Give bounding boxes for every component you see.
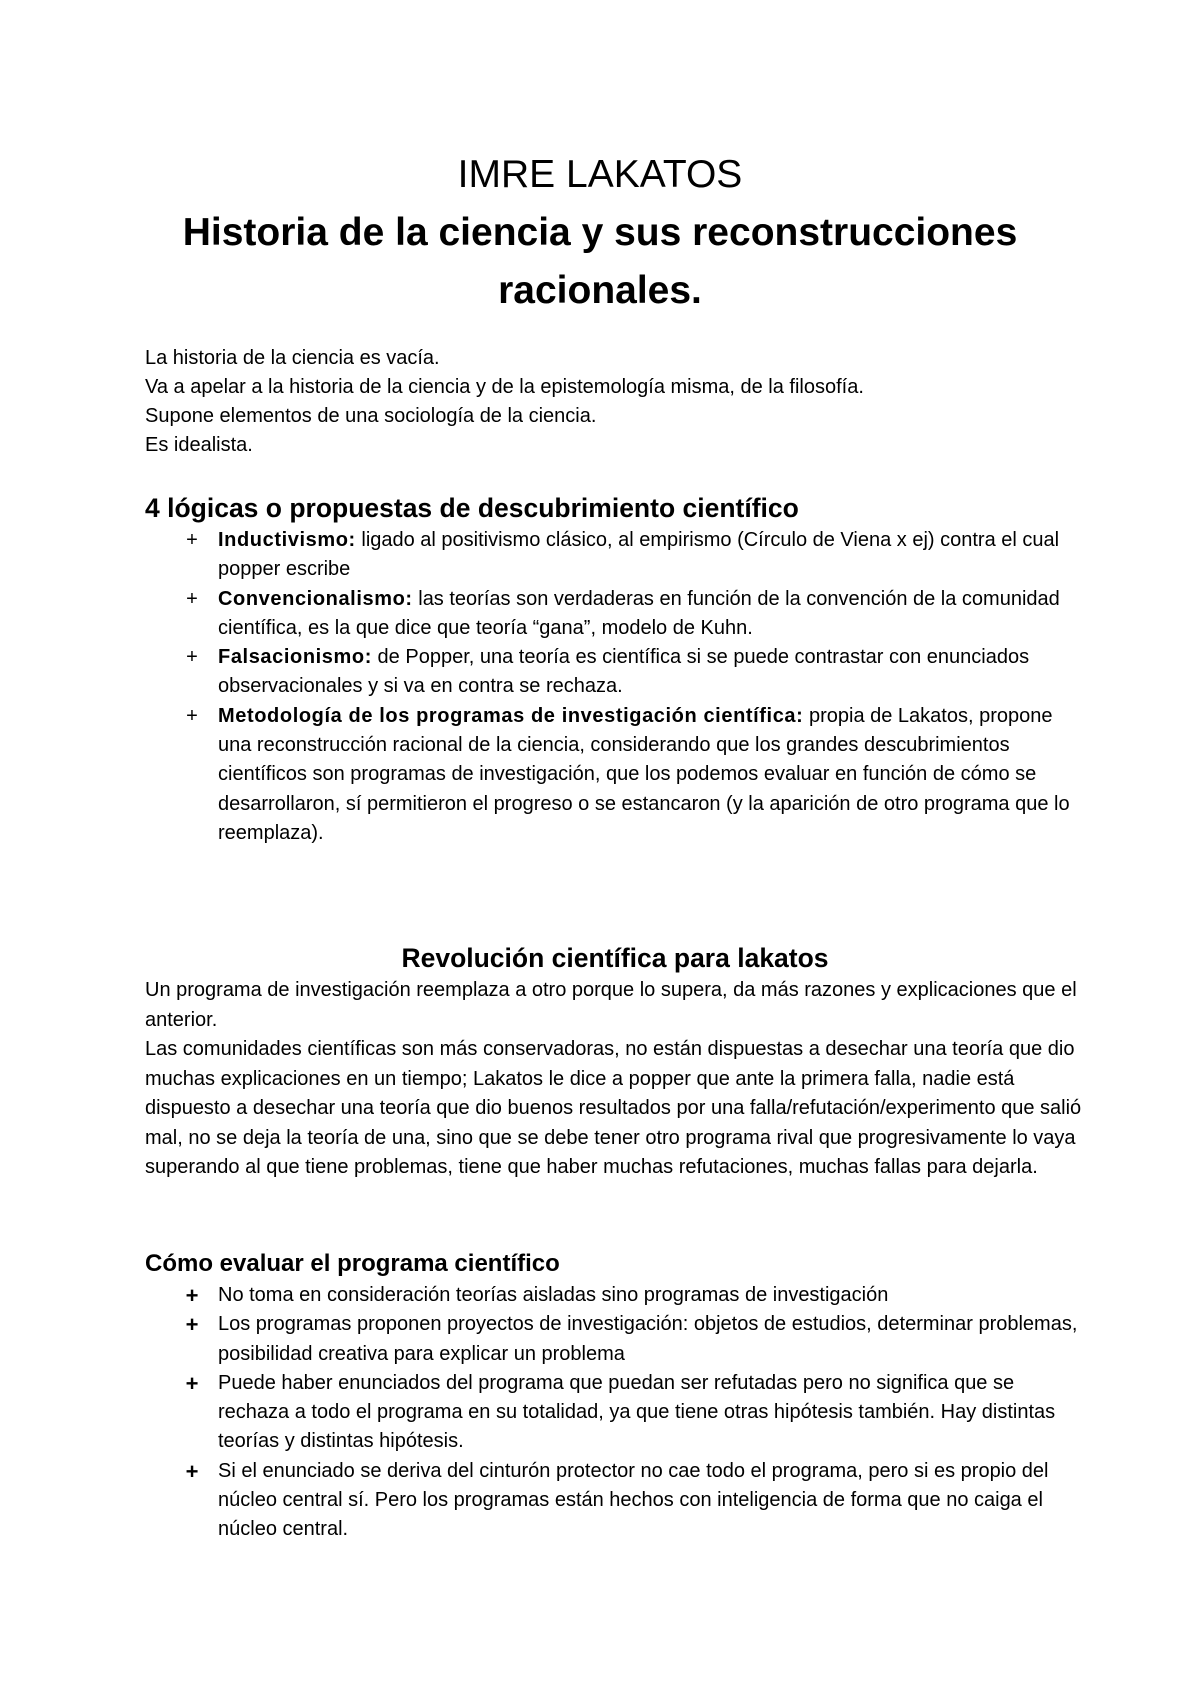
paragraph: Un programa de investigación reemplaza a otro porque lo supera, da más razones y explicaciones que el anterior. (145, 979, 1077, 1031)
item-term: Inductivismo: (218, 529, 356, 551)
item-text: propia de Lakatos, propone una reconstrucción racional de la ciencia, considerando que los grandes descubrimientos científicos son programas de investigación, que los podemos evaluar en función de cómo se desarrollaron, sí permitieron el progreso o se estancaron (y la aparición de otro programa que lo reemplaza). (218, 704, 1070, 844)
plus-bullet-icon: + (185, 1312, 199, 1338)
intro-line: Es idealista. (145, 434, 253, 456)
section-logicas (145, 490, 1085, 848)
title-author: IMRE LAKATOS (457, 153, 743, 196)
list-item (145, 1369, 1085, 1457)
list-item (145, 1457, 1085, 1545)
section-heading: Revolución científica para lakatos (401, 943, 829, 973)
list-item (145, 585, 1085, 644)
list-item (145, 526, 1085, 585)
plus-bullet-icon: + (185, 1370, 199, 1396)
section-heading: 4 lógicas o propuestas de descubrimiento científico (145, 493, 799, 523)
intro-line: Va a apelar a la historia de la ciencia y de la epistemología misma, de la filosofía. (145, 376, 864, 398)
item-text: Puede haber enunciados del programa que puedan ser refutadas pero no significa que se rechaza a todo el programa en su totalidad, ya que tiene otras hipótesis también. Hay distintas teorías y distintas hipótesis. (218, 1371, 1056, 1453)
item-text: Los programas proponen proyectos de investigación: objetos de estudios, determinar problemas, posibilidad creativa para explicar un problema (218, 1313, 1078, 1365)
intro-line: Supone elementos de una sociología de la ciencia. (145, 405, 597, 427)
list-item (145, 1281, 1085, 1310)
item-text: Si el enunciado se deriva del cinturón protector no cae todo el programa, pero si es propio del núcleo central sí. Pero los programas están hechos con inteligencia de forma que no caiga el núcleo central. (218, 1459, 1049, 1541)
intro-line: La historia de la ciencia es vacía. (145, 347, 440, 369)
item-text: ligado al positivismo clásico, al empirismo (Círculo de Viena x ej) contra el cual popper escribe (218, 529, 1060, 581)
plus-bullet-icon: + (186, 529, 198, 551)
item-term: Falsacionismo: (218, 646, 372, 669)
section-evaluar (145, 1247, 1085, 1545)
plus-bullet-icon: + (185, 1458, 199, 1484)
document-title (100, 146, 1100, 320)
list-item (145, 643, 1085, 702)
item-text: No toma en consideración teorías aisladas sino programas de investigación (218, 1284, 889, 1306)
item-text: las teorías son verdaderas en función de la convención de la comunidad científica, es la que dice que teoría “gana”, modelo de Kuhn. (218, 587, 1060, 639)
plus-bullet-icon: + (186, 646, 198, 669)
evaluar-list (145, 1281, 1085, 1545)
section-revolucion (145, 940, 1085, 1183)
plus-bullet-icon: + (185, 1283, 199, 1308)
title-subtitle-line2: racionales. (498, 269, 702, 312)
logicas-list (145, 526, 1085, 848)
paragraph: Las comunidades científicas son más conservadoras, no están dispuestas a desechar una teoría que dio muchas explicaciones en un tiempo; Lakatos le dice a popper que ante la primera falla, nadie está dispuesto a desechar una teoría que dio buenos resultados por una falla/refutación/experimento que salió mal, no se deja la teoría de una, sino que se debe tener otro programa rival que progresivamente lo vaya superando al que tiene problemas, tiene que haber muchas refutaciones, muchas fallas para dejarla. (145, 1038, 1082, 1178)
plus-bullet-icon: + (186, 704, 198, 727)
title-subtitle-line1: Historia de la ciencia y sus reconstrucciones (182, 211, 1018, 254)
item-term: Metodología de los programas de investigación científica: (218, 704, 804, 727)
intro-paragraphs (145, 344, 1085, 460)
list-item (145, 1310, 1085, 1369)
item-term: Convencionalismo: (218, 587, 413, 610)
section-heading: Cómo evaluar el programa científico (145, 1250, 560, 1277)
plus-bullet-icon: + (186, 587, 198, 610)
item-text: de Popper, una teoría es científica si se puede contrastar con enunciados observacionales y si va en contra se rechaza. (218, 646, 1030, 698)
list-item (145, 702, 1085, 848)
